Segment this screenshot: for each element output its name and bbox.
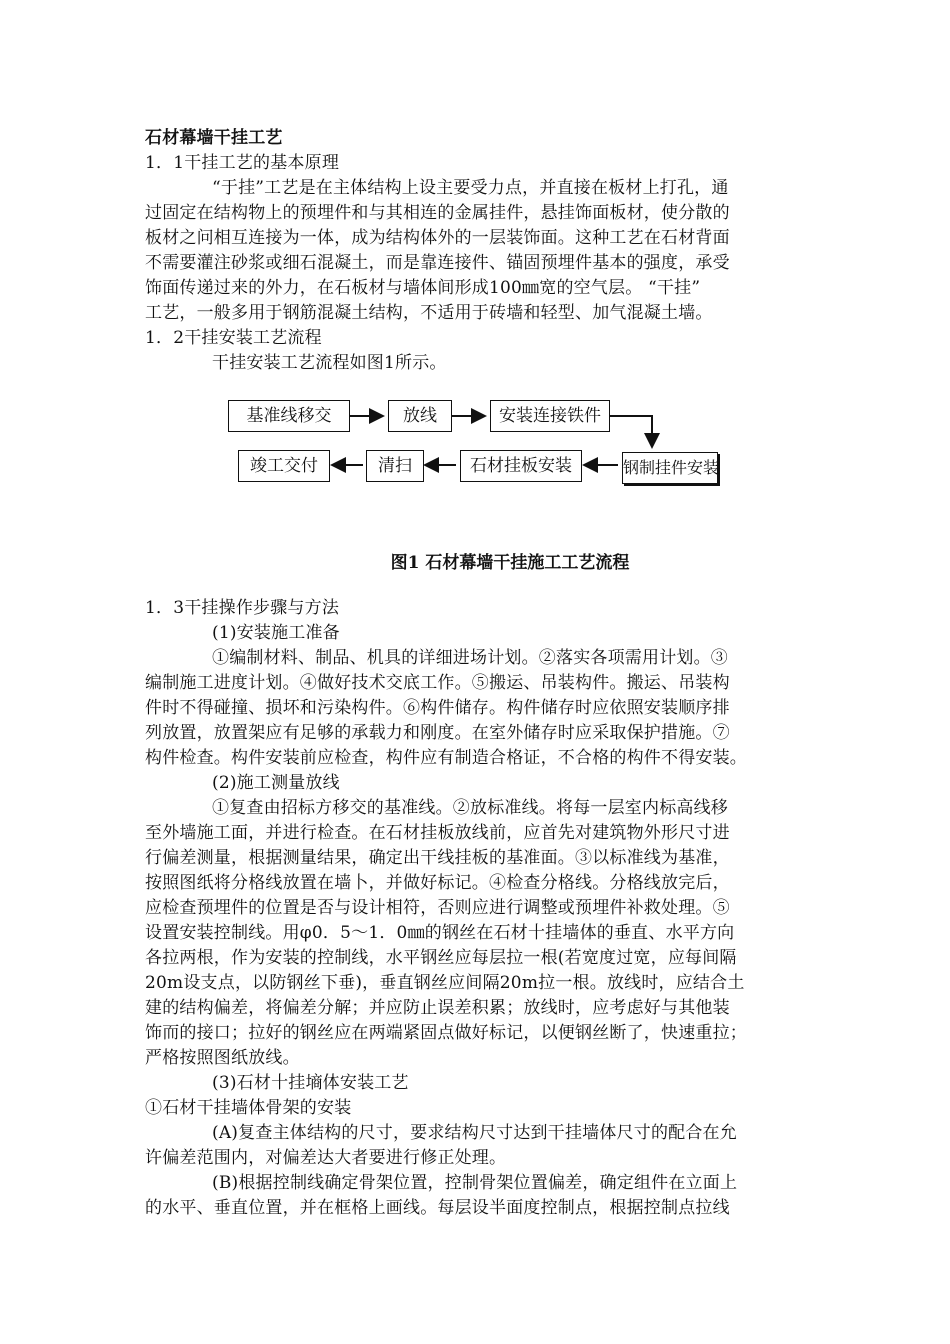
paragraph-line: ①编制材料、制品、机具的详细进场计划。②落实各项需用计划。③	[212, 648, 728, 668]
paragraph-line: 构件检查。构件安装前应检查，构件应有制造合格证，不合格的构件不得安装。	[145, 748, 747, 768]
flow-step-completion-handover: 竣工交付	[238, 450, 330, 482]
paragraph-line: 件时不得碰撞、损坏和污染构件。⑥构件储存。构件储存时应依照安装顺序排	[145, 698, 730, 718]
paragraph-line: 编制施工进度计划。④做好技术交底工作。⑤搬运、吊装构件。搬运、吊装构	[145, 673, 730, 693]
paragraph-line: 工艺，一般多用于钢筋混凝土结构，不适用于砖墙和轻型、加气混凝土墙。	[145, 303, 713, 323]
paragraph-line: 各拉两根，作为安装的控制线，水平钢丝应每层拉一根(若宽度过宽，应每间隔	[145, 948, 737, 968]
paragraph-line: ①复查由招标方移交的基准线。②放标准线。将每一层室内标高线移	[212, 798, 728, 818]
section-heading: 1．3干挂操作步骤与方法	[145, 598, 340, 618]
paragraph-line: 饰面传递过来的外力，在石板材与墙体间形成100㎜宽的空气层。 “干挂”	[145, 278, 701, 298]
paragraph-line: 严格按照图纸放线。	[145, 1048, 300, 1068]
paragraph-line: 20m设支点，以防钢丝下垂)，垂直钢丝应间隔20m拉一根。放线时，应结合土	[145, 973, 745, 993]
document-title: 石材幕墙干挂工艺	[145, 128, 283, 148]
section-heading: 1．2干挂安装工艺流程	[145, 328, 322, 348]
paragraph-line: 的水平、垂直位置，并在框格上画线。每层设半面度控制点，根据控制点拉线	[145, 1198, 730, 1218]
flow-step-cleaning: 清扫	[366, 450, 424, 482]
paragraph-line: 干挂安装工艺流程如图1所示。	[212, 353, 447, 373]
flow-step-stone-panel-install: 石材挂板安装	[460, 450, 582, 482]
paragraph-line: 饰而的接口；拉好的钢丝应在两端紧固点做好标记，以便钢丝断了，快速重拉；	[145, 1023, 747, 1043]
subsection-heading: (2)施工测量放线	[212, 773, 340, 793]
paragraph-line: 设置安装控制线。用φ0．5～1．0㎜的钢丝在石材十挂墙体的垂直、水平方向	[145, 923, 735, 943]
paragraph-line: 行偏差测量，根据测量结果，确定出干线挂板的基准面。③以标准线为基准，	[145, 848, 730, 868]
flow-step-setting-out: 放线	[388, 400, 452, 432]
subsection-heading: ①石材干挂墙体骨架的安装	[145, 1098, 352, 1118]
paragraph-line: (B)根据控制线确定骨架位置，控制骨架位置偏差，确定组件在立面上	[212, 1173, 738, 1193]
paragraph-line: 建的结构偏差，将偏差分解；并应防止误差积累；放线时，应考虑好与其他装	[145, 998, 730, 1018]
paragraph-line: 板材之问相互连接为一体，成为结构体外的一层装饰面。这种工艺在石材背面	[145, 228, 730, 248]
subsection-heading: (1)安装施工准备	[212, 623, 340, 643]
paragraph-line: 列放置，放置架应有足够的承载力和刚度。在室外储存时应采取保护措施。⑦	[145, 723, 730, 743]
flow-step-install-connectors: 安装连接铁件	[490, 400, 610, 432]
subsection-heading: (3)石材十挂墒体安装工艺	[212, 1073, 409, 1093]
paragraph-line: 不需要灌注砂浆或细石混凝土，而是靠连接件、锚固预埋件基本的强度，承受	[145, 253, 730, 273]
flow-step-baseline-handover: 基准线移交	[228, 400, 350, 432]
flow-step-steel-hanger-install: 钢制挂件安装	[622, 452, 718, 484]
paragraph-line: 按照图纸将分格线放置在墙卜，并做好标记。④检查分格线。分格线放完后，	[145, 873, 730, 893]
paragraph-line: 应检查预埋件的位置是否与设计相符，否则应进行调整或预埋件补救处理。⑤	[145, 898, 730, 918]
section-heading: 1．1干挂工艺的基本原理	[145, 153, 340, 173]
flow-arrow	[610, 416, 652, 447]
process-flowchart	[220, 392, 740, 502]
figure-caption: 图1 石材幕墙干挂施工工艺流程	[390, 553, 630, 573]
paragraph-line: (A)复查主体结构的尺寸，要求结构尺寸达到干挂墙体尺寸的配合在允	[212, 1123, 737, 1143]
paragraph-line: “于挂”工艺是在主体结构上设主要受力点，并直接在板材上打孔，通	[212, 178, 729, 198]
paragraph-line: 许偏差范围内，对偏差达大者要进行修正处理。	[145, 1148, 507, 1168]
paragraph-line: 过固定在结构物上的预埋件和与其相连的金属挂件，悬挂饰面板材，使分散的	[145, 203, 730, 223]
paragraph-line: 至外墙施工面，并进行检查。在石材挂板放线前，应首先对建筑物外形尺寸进	[145, 823, 730, 843]
